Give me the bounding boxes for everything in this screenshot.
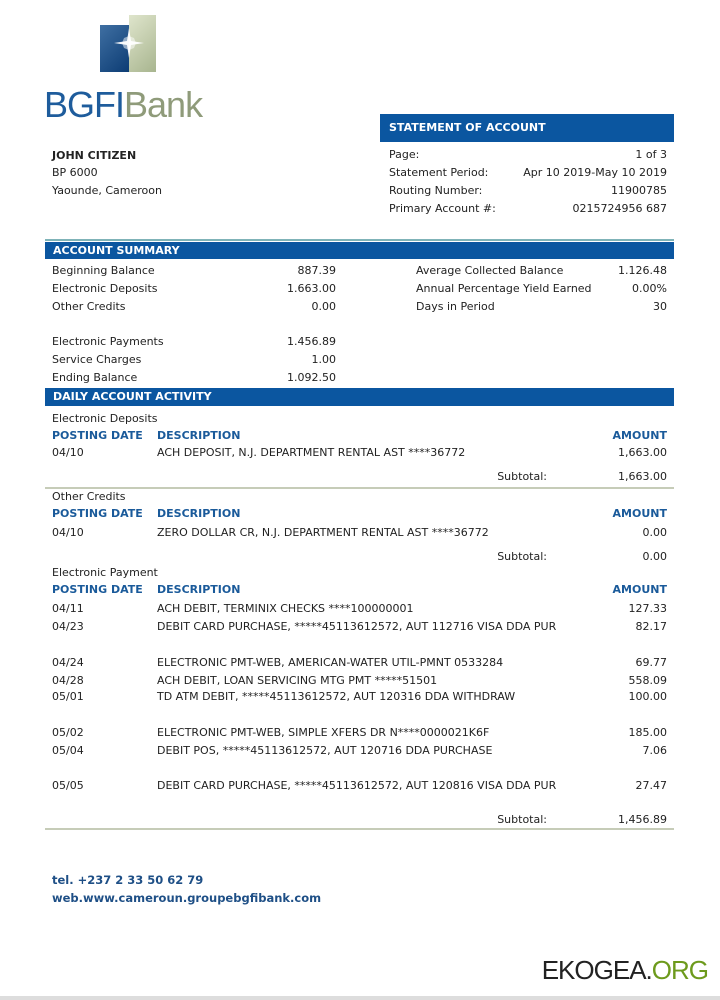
transaction-amount: 1,663.00: [618, 446, 667, 459]
info-label: Routing Number:: [389, 184, 483, 197]
customer-address-1: BP 6000: [52, 166, 98, 179]
transaction-amount: 127.33: [628, 602, 667, 615]
transaction-description: ELECTRONIC PMT-WEB, AMERICAN-WATER UTIL-PMNT 0533284: [157, 656, 504, 669]
transaction-date: 04/11: [52, 602, 84, 615]
star-icon: [114, 28, 144, 58]
summary-label: Beginning Balance: [52, 264, 155, 277]
transaction-amount: 0.00: [642, 526, 667, 539]
summary-label: Electronic Deposits: [52, 282, 158, 295]
section-divider: [45, 828, 674, 830]
column-header-date: POSTING DATE: [52, 583, 143, 596]
statement-title: STATEMENT OF ACCOUNT: [380, 114, 674, 142]
transaction-description: ACH DEBIT, TERMINIX CHECKS ****100000001: [157, 602, 414, 615]
footer-tel: tel. +237 2 33 50 62 79: [52, 873, 204, 887]
summary-label: Annual Percentage Yield Earned: [416, 282, 592, 295]
column-header-date: POSTING DATE: [52, 429, 143, 442]
subtotal-label: Subtotal:: [497, 813, 547, 826]
transaction-date: 05/05: [52, 779, 84, 792]
daily-activity-title: DAILY ACCOUNT ACTIVITY: [45, 388, 674, 406]
summary-value: 0.00: [311, 300, 336, 313]
brand-name: BGFIBank: [44, 84, 203, 125]
transaction-amount: 7.06: [642, 744, 667, 757]
subtotal-label: Subtotal:: [497, 550, 547, 563]
summary-label: Days in Period: [416, 300, 495, 313]
transaction-date: 04/10: [52, 526, 84, 539]
column-header-amount: AMOUNT: [612, 583, 667, 596]
transaction-date: 04/10: [52, 446, 84, 459]
watermark: EKOGEA.ORG: [541, 955, 708, 985]
transaction-amount: 558.09: [628, 674, 667, 687]
info-label: Page:: [389, 148, 420, 161]
section-title: Electronic Payment: [52, 566, 158, 579]
column-header-amount: AMOUNT: [612, 429, 667, 442]
info-label: Primary Account #:: [389, 202, 496, 215]
footer-web[interactable]: web.www.cameroun.groupebgfibank.com: [52, 891, 322, 905]
transaction-date: 05/04: [52, 744, 84, 757]
transaction-date: 04/24: [52, 656, 84, 669]
transaction-description: DEBIT CARD PURCHASE, *****45113612572, AUT 120816 VISA DDA PUR: [157, 779, 557, 792]
summary-value: 1.126.48: [618, 264, 667, 277]
summary-label: Service Charges: [52, 353, 142, 366]
transaction-description: ACH DEPOSIT, N.J. DEPARTMENT RENTAL AST ****36772: [157, 446, 466, 459]
divider: [45, 239, 674, 241]
summary-value: 1.663.00: [287, 282, 336, 295]
info-value: 0215724956 687: [572, 202, 667, 215]
summary-label: Average Collected Balance: [416, 264, 564, 277]
column-header-description: DESCRIPTION: [157, 507, 241, 520]
summary-value: 1.092.50: [287, 371, 336, 384]
transaction-amount: 100.00: [628, 690, 667, 703]
transaction-amount: 185.00: [628, 726, 667, 739]
subtotal-value: 0.00: [642, 550, 667, 563]
page-edge: [0, 996, 720, 1000]
summary-label: Ending Balance: [52, 371, 138, 384]
summary-value: 0.00%: [632, 282, 667, 295]
summary-value: 30: [653, 300, 667, 313]
summary-label: Other Credits: [52, 300, 126, 313]
transaction-amount: 82.17: [635, 620, 667, 633]
transaction-amount: 27.47: [635, 779, 667, 792]
transaction-description: DEBIT POS, *****45113612572, AUT 120716 DDA PURCHASE: [157, 744, 493, 757]
transaction-description: TD ATM DEBIT, *****45113612572, AUT 120316 DDA WITHDRAW: [157, 690, 516, 703]
subtotal-value: 1,456.89: [618, 813, 667, 826]
account-summary-title: ACCOUNT SUMMARY: [45, 242, 674, 259]
customer-name: JOHN CITIZEN: [52, 149, 137, 162]
transaction-date: 05/02: [52, 726, 84, 739]
transaction-description: ACH DEBIT, LOAN SERVICING MTG PMT *****51501: [157, 674, 438, 687]
transaction-description: ELECTRONIC PMT-WEB, SIMPLE XFERS DR N****0000021K6F: [157, 726, 490, 739]
column-header-date: POSTING DATE: [52, 507, 143, 520]
summary-label: Electronic Payments: [52, 335, 164, 348]
transaction-description: DEBIT CARD PURCHASE, *****45113612572, AUT 112716 VISA DDA PUR: [157, 620, 557, 633]
section-title: Other Credits: [52, 490, 126, 503]
section-divider: [45, 487, 674, 489]
section-title: Electronic Deposits: [52, 412, 158, 425]
subtotal-label: Subtotal:: [497, 470, 547, 483]
summary-value: 1.00: [311, 353, 336, 366]
column-header-amount: AMOUNT: [612, 507, 667, 520]
column-header-description: DESCRIPTION: [157, 429, 241, 442]
summary-value: 887.39: [297, 264, 336, 277]
transaction-date: 05/01: [52, 690, 84, 703]
transaction-date: 04/28: [52, 674, 84, 687]
column-header-description: DESCRIPTION: [157, 583, 241, 596]
transaction-description: ZERO DOLLAR CR, N.J. DEPARTMENT RENTAL AST ****36772: [157, 526, 489, 539]
info-value: Apr 10 2019-May 10 2019: [523, 166, 667, 179]
subtotal-value: 1,663.00: [618, 470, 667, 483]
transaction-date: 04/23: [52, 620, 84, 633]
info-label: Statement Period:: [389, 166, 489, 179]
info-value: 1 of 3: [635, 148, 667, 161]
transaction-amount: 69.77: [635, 656, 667, 669]
info-value: 11900785: [611, 184, 667, 197]
summary-value: 1.456.89: [287, 335, 336, 348]
customer-address-2: Yaounde, Cameroon: [52, 184, 162, 197]
